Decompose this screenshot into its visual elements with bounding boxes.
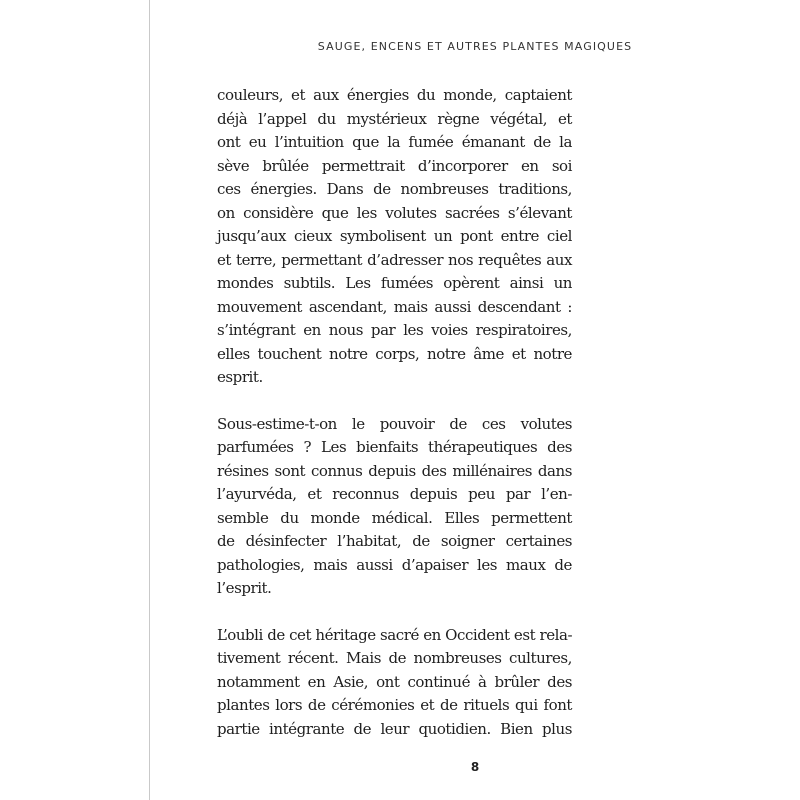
text-line: s’intégrant en nous par les voies respiratoires,: [217, 321, 572, 339]
text-line: plantes lors de cérémonies et de rituels qui font: [217, 696, 572, 714]
text-line: parfumées ? Les bienfaits thérapeutiques des: [217, 438, 572, 456]
paragraph: [217, 84, 572, 390]
text-line: ont eu l’intuition que la fumée émanant de la: [217, 133, 572, 151]
text-line: tivement récent. Mais de nombreuses cultures,: [217, 649, 572, 667]
text-line: mondes subtils. Les fumées opèrent ainsi un: [217, 274, 572, 292]
text-line: mouvement ascendant, mais aussi descendant :: [217, 297, 572, 316]
text-line: jusqu’aux cieux symbolisent un pont entre ciel: [217, 227, 572, 245]
text-line: résines sont connus depuis des millénaires dans: [217, 461, 572, 480]
running-head: SAUGE, ENCENS ET AUTRES PLANTES MAGIQUES: [317, 40, 633, 53]
text-line: de désinfecter l’habitat, de soigner certaines: [217, 532, 572, 550]
body-text: [217, 84, 572, 741]
paragraph: [217, 413, 572, 601]
page-number: 8: [470, 760, 480, 774]
text-line: pathologies, mais aussi d’apaiser les maux de: [217, 555, 572, 574]
text-line: semble du monde médical. Elles permettent: [217, 508, 572, 527]
text-line: Sous-estime-t-on le pouvoir de ces volutes: [217, 414, 572, 433]
text-line: ces énergies. Dans de nombreuses traditions,: [217, 180, 572, 198]
text-line: déjà l’appel du mystérieux règne végétal, et: [217, 109, 572, 128]
text-line: et terre, permettant d’adresser nos requêtes aux: [217, 250, 572, 269]
paragraph-spacing: [217, 390, 572, 413]
text-line: l’ayurvéda, et reconnus depuis peu par l’en-: [217, 485, 572, 503]
text-line: l’esprit.: [217, 579, 272, 597]
text-line: sève brûlée permettrait d’incorporer en soi: [217, 156, 572, 175]
text-line: couleurs, et aux énergies du monde, captaient: [217, 86, 572, 104]
text-line: on considère que les volutes sacrées s’élevant: [217, 203, 572, 222]
text-line: esprit.: [217, 368, 263, 386]
book-gutter-line: [149, 0, 150, 800]
paragraph-spacing: [217, 601, 572, 624]
text-line: elles touchent notre corps, notre âme et notre: [217, 344, 572, 363]
text-line: L’oubli de cet héritage sacré en Occident est rela-: [217, 625, 573, 644]
paragraph: [217, 624, 572, 742]
text-line: partie intégrante de leur quotidien. Bien plus: [217, 719, 572, 738]
text-line: notamment en Asie, ont continué à brûler des: [217, 672, 572, 691]
